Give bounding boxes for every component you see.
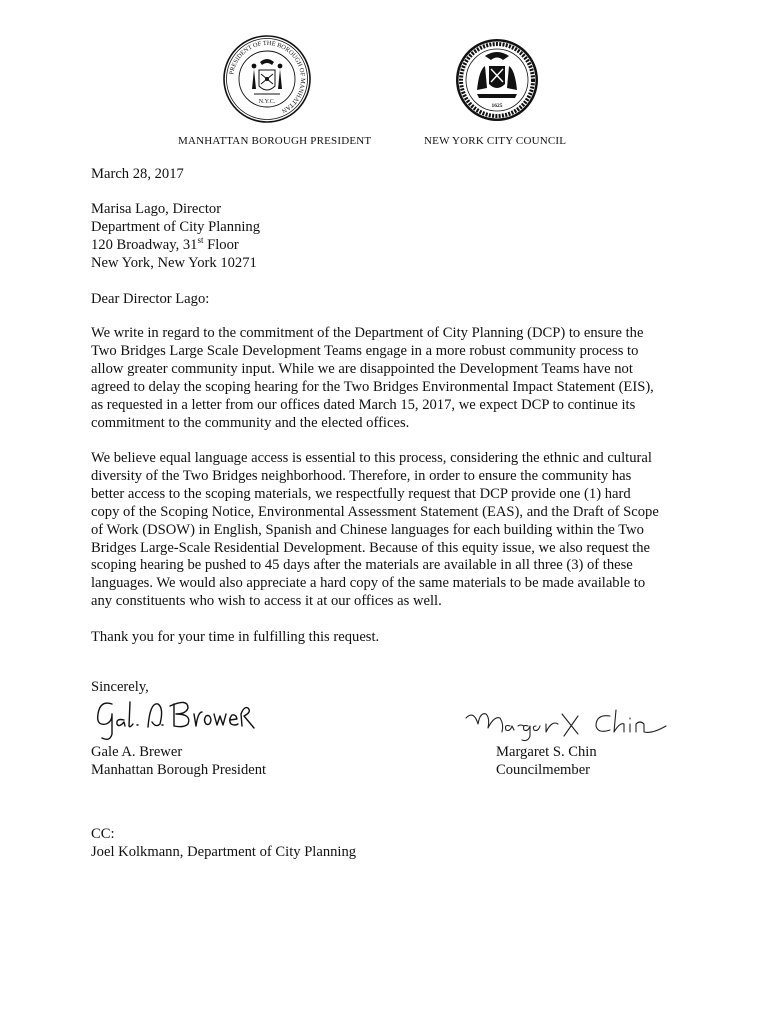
signer-1-name: Gale A. Brewer	[91, 744, 183, 760]
recipient-street: 120 Broadway, 31st Floor	[91, 235, 239, 253]
right-seal-caption: NEW YORK CITY COUNCIL	[424, 135, 567, 147]
recipient-name-title: Marisa Lago, Director	[91, 201, 222, 217]
recipient-org: Department of City Planning	[91, 219, 261, 235]
salutation: Dear Director Lago:	[91, 291, 210, 307]
letter-date: March 28, 2017	[91, 166, 184, 182]
body-paragraph-2: We believe equal language access is essential to this process, considering the ethnic and cultural diversity of the Two Bridges neighborhood. Therefore, in order to ensure the community has better access to the scoping materials, we respectfully request that DCP provide one (1) hard copy of the Scoping Notice, Environmental Assessment Statement (EAS), and the Draft of Scope of Work (DSOW) in English, Spanish and Chinese languages for each building within the Two Bridges Large-Scale Residential Development. Because of this equity issue, we also request the scoping hearing be pushed to 45 days after the materials are available in all three (3) of these languages. We would also appreciate a hard copy of the same materials to be made available to any constituents who wish to access it at our offices as well.	[91, 450, 659, 610]
manhattan-borough-seal	[222, 34, 312, 124]
signer-2-title: Councilmember	[496, 762, 591, 778]
body-paragraph-1: We write in regard to the commitment of the Department of City Planning (DCP) to ensure the Two Bridges Large Scale Development Teams engage in a more robust community process to allow greater community input. While we are disappointed the Development Teams have not agreed to delay the scoping hearing for the Two Bridges Environmental Impact Statement (EIS), as requested in a letter from our offices dated March 15, 2017, we expect DCP to continue its commitment to the community and the elected offices.	[91, 325, 654, 431]
svg-text:PRESIDENT OF THE BOROUGH OF MA: PRESIDENT OF THE BOROUGH OF MANHATTAN	[228, 39, 307, 115]
recipient-city: New York, New York 10271	[91, 255, 257, 271]
left-seal-caption: MANHATTAN BOROUGH PRESIDENT	[178, 135, 372, 147]
svg-text:N.Y.C.: N.Y.C.	[258, 99, 276, 105]
svg-text:1625: 1625	[491, 103, 503, 109]
signer-1-title: Manhattan Borough President	[91, 762, 267, 778]
city-council-seal	[455, 38, 539, 122]
cc-label: CC:	[91, 826, 115, 842]
brewer-signature	[90, 694, 260, 742]
cc-recipient: Joel Kolkmann, Department of City Planning	[91, 844, 357, 860]
chin-signature	[462, 704, 672, 744]
signer-2-name: Margaret S. Chin	[496, 744, 597, 760]
thanks-line: Thank you for your time in fulfilling this request.	[91, 629, 380, 645]
closing: Sincerely,	[91, 679, 149, 695]
